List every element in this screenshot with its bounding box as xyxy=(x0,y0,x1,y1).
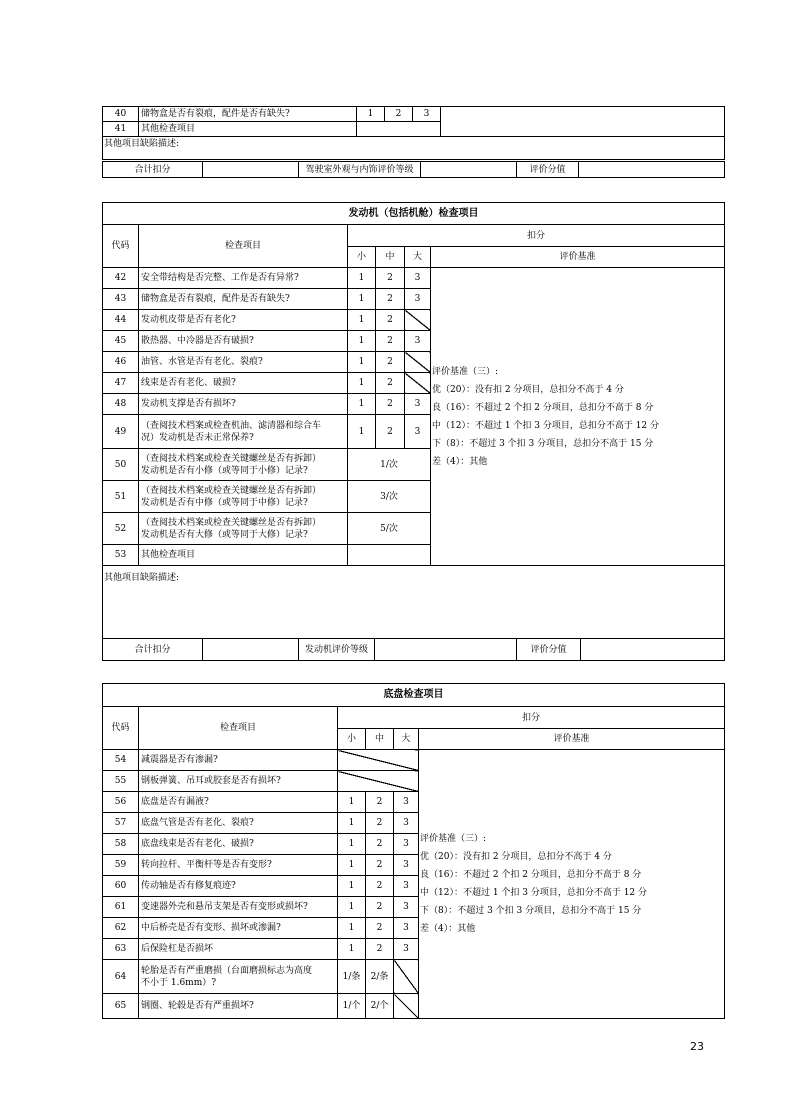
row-item: 传动轴是否有修复痕迹? xyxy=(139,876,338,897)
row-code: 54 xyxy=(103,750,139,771)
total-deduction-label: 合计扣分 xyxy=(103,162,203,178)
row-code: 47 xyxy=(103,373,139,394)
deduct-large: 3 xyxy=(394,897,419,918)
deduct-large: 3 xyxy=(394,918,419,939)
deduct-small: 1 xyxy=(348,310,376,331)
deduct-small: 1 xyxy=(348,352,376,373)
row-item: 钢圈、轮毂是否有严重损坏? xyxy=(139,994,338,1019)
deduct-medium: 2 xyxy=(376,373,405,394)
deduct-large: 3 xyxy=(405,394,431,415)
deduct-medium: 2 xyxy=(366,792,394,813)
defect-description-label: 其他项目缺陷描述: xyxy=(103,566,725,639)
grade-label: 驾驶室外观与内饰评价等级 xyxy=(299,162,421,178)
interior-table-continued xyxy=(102,106,725,160)
row-code: 40 xyxy=(103,107,139,122)
deduct-small: 1 xyxy=(348,268,376,289)
deduct-medium: 2 xyxy=(366,855,394,876)
grade-value xyxy=(375,639,517,661)
deduct-cell xyxy=(357,122,441,137)
na-cell xyxy=(394,960,419,994)
criteria-line: 优（20）：没有扣 2 分项目，总扣分不高于 4 分 xyxy=(420,852,612,862)
deduct-small: 1/条 xyxy=(338,960,366,994)
criteria-text xyxy=(431,268,725,566)
table-row xyxy=(103,268,725,289)
row-code: 43 xyxy=(103,289,139,310)
deduct-medium: 2 xyxy=(366,897,394,918)
deduct-small: 1/个 xyxy=(338,994,366,1019)
deduct-medium: 2 xyxy=(376,268,405,289)
deduct-per-time: 5/次 xyxy=(348,513,431,545)
header-large: 大 xyxy=(405,247,431,268)
row-code: 62 xyxy=(103,918,139,939)
header-criteria: 评价基准 xyxy=(431,247,725,268)
row-item: 变速器外壳和悬吊支架是否有变形或损坏? xyxy=(139,897,338,918)
deduct-small: 1 xyxy=(357,107,385,122)
row-code: 53 xyxy=(103,545,139,566)
header-code: 代码 xyxy=(103,225,139,268)
row-item: （查阅技术档案或检查关键螺丝是否有拆卸） 发动机是否有大修（或等同于大修）记录? xyxy=(139,513,348,545)
criteria-line: 优（20）：没有扣 2 分项目，总扣分不高于 4 分 xyxy=(432,384,624,395)
deduct-medium: 2 xyxy=(366,813,394,834)
criteria-line: 下（8）：不超过 3 个扣 3 分项目，总扣分不高于 15 分 xyxy=(420,906,642,916)
row-item: 其他检查项目 xyxy=(139,122,357,137)
row-item: 后保险杠是否损坏 xyxy=(139,939,338,960)
row-item: 油管、水管是否有老化、裂痕? xyxy=(139,352,348,373)
deduct-large: 3 xyxy=(394,855,419,876)
total-deduction-value xyxy=(203,162,299,178)
grade-value xyxy=(421,162,517,178)
deduct-small: 1 xyxy=(338,897,366,918)
row-item: 底盘是否有漏液? xyxy=(139,792,338,813)
criteria-line: 下（8）：不超过 3 个扣 3 分项目，总扣分不高于 15 分 xyxy=(432,438,654,449)
section-title: 底盘检查项目 xyxy=(103,684,725,707)
table-row xyxy=(103,107,725,122)
deduct-small: 1 xyxy=(348,289,376,310)
row-item: 底盘气管是否有老化、裂痕? xyxy=(139,813,338,834)
row-item: 发动机皮带是否有老化? xyxy=(139,310,348,331)
row-code: 56 xyxy=(103,792,139,813)
deduct-small: 1 xyxy=(338,918,366,939)
header-medium: 中 xyxy=(376,247,405,268)
row-code: 49 xyxy=(103,415,139,449)
header-large: 大 xyxy=(394,729,419,750)
total-deduction-value xyxy=(203,639,299,661)
deduct-small: 1 xyxy=(348,331,376,352)
deduct-per-time: 3/次 xyxy=(348,481,431,513)
score-label: 评价分值 xyxy=(517,162,579,178)
criteria-line: 良（16）：不超过 2 个扣 2 分项目，总扣分不高于 8 分 xyxy=(420,870,642,880)
table-row xyxy=(103,750,725,771)
deduct-medium: 2/个 xyxy=(366,994,394,1019)
header-medium: 中 xyxy=(366,729,394,750)
criteria-line: 中（12）：不超过 1 个扣 3 分项目，总扣分不高于 12 分 xyxy=(432,420,660,431)
header-item: 检查项目 xyxy=(139,707,338,750)
row-item: 安全带结构是否完整、工作是否有异常? xyxy=(139,268,348,289)
deduct-medium: 2 xyxy=(385,107,413,122)
row-code: 51 xyxy=(103,481,139,513)
deduct-medium: 2 xyxy=(376,331,405,352)
row-code: 59 xyxy=(103,855,139,876)
row-code: 63 xyxy=(103,939,139,960)
row-code: 50 xyxy=(103,449,139,481)
deduct-large: 3 xyxy=(405,289,431,310)
deduct-medium: 2 xyxy=(366,876,394,897)
na-cell xyxy=(405,310,431,331)
deduct-large: 3 xyxy=(394,813,419,834)
criteria-line: 差（4）：其他 xyxy=(432,456,488,467)
row-item: （查阅技术档案或检查机油、滤清器和综合车 况）发动机是否未正常保养? xyxy=(139,415,348,449)
deduct-small: 1 xyxy=(338,939,366,960)
engine-table xyxy=(102,202,725,639)
deduct-medium: 2 xyxy=(376,310,405,331)
header-code: 代码 xyxy=(103,707,139,750)
header-small: 小 xyxy=(338,729,366,750)
deduct-large: 3 xyxy=(394,876,419,897)
deduct-per-time: 1/次 xyxy=(348,449,431,481)
row-item: 储物盒是否有裂痕，配件是否有缺失? xyxy=(139,107,357,122)
deduct-large: 3 xyxy=(394,939,419,960)
header-item: 检查项目 xyxy=(139,225,348,268)
defect-description-label: 其他项目缺陷描述: xyxy=(103,137,725,160)
criteria-line: 差（4）：其他 xyxy=(420,924,476,934)
row-item: 减震器是否有渗漏? xyxy=(139,750,338,771)
criteria-text xyxy=(419,750,725,1019)
criteria-line: 评价基准（三）: xyxy=(432,366,499,377)
row-code: 44 xyxy=(103,310,139,331)
row-code: 46 xyxy=(103,352,139,373)
na-cell xyxy=(338,750,419,771)
row-item: 储物盒是否有裂痕，配件是否有缺失? xyxy=(139,289,348,310)
header-small: 小 xyxy=(348,247,376,268)
deduct-small: 1 xyxy=(338,834,366,855)
deduct-cell xyxy=(348,545,431,566)
engine-summary xyxy=(102,638,725,661)
row-item: 轮胎是否有严重磨损（台面磨损标志为高度 不小于 1.6mm）? xyxy=(139,960,338,994)
deduct-medium: 2 xyxy=(366,939,394,960)
row-code: 61 xyxy=(103,897,139,918)
row-item: 其他检查项目 xyxy=(139,545,348,566)
deduct-medium: 2/条 xyxy=(366,960,394,994)
criteria-cell xyxy=(441,107,725,137)
row-code: 48 xyxy=(103,394,139,415)
deduct-large: 3 xyxy=(405,268,431,289)
deduct-large: 3 xyxy=(394,792,419,813)
deduct-medium: 2 xyxy=(376,352,405,373)
row-item: 线束是否有老化、破损? xyxy=(139,373,348,394)
row-code: 52 xyxy=(103,513,139,545)
row-code: 64 xyxy=(103,960,139,994)
deduct-small: 1 xyxy=(338,813,366,834)
row-code: 55 xyxy=(103,771,139,792)
criteria-line: 良（16）：不超过 2 个扣 2 分项目，总扣分不高于 8 分 xyxy=(432,402,654,413)
deduct-large: 3 xyxy=(394,834,419,855)
deduct-small: 1 xyxy=(348,415,376,449)
deduct-small: 1 xyxy=(338,855,366,876)
row-item: （查阅技术档案或检查关键螺丝是否有拆卸） 发动机是否有中修（或等同于中修）记录? xyxy=(139,481,348,513)
criteria-line: 中（12）：不超过 1 个扣 3 分项目，总扣分不高于 12 分 xyxy=(420,888,648,898)
row-item: 底盘线束是否有老化、破损? xyxy=(139,834,338,855)
score-value xyxy=(581,639,725,661)
row-item: 钢板弹簧、吊耳或胶套是否有损坏? xyxy=(139,771,338,792)
criteria-line: 评价基准（三）: xyxy=(420,834,487,844)
row-item: 发动机支撑是否有损坏? xyxy=(139,394,348,415)
chassis-table xyxy=(102,683,725,1019)
score-label: 评价分值 xyxy=(517,639,581,661)
deduct-large: 3 xyxy=(413,107,441,122)
na-cell xyxy=(394,994,419,1019)
deduct-medium: 2 xyxy=(376,394,405,415)
na-cell xyxy=(338,771,419,792)
deduct-medium: 2 xyxy=(376,289,405,310)
page-number: 23 xyxy=(690,1040,704,1053)
score-value xyxy=(579,162,725,178)
row-code: 58 xyxy=(103,834,139,855)
row-item: 散热器、中冷器是否有破损? xyxy=(139,331,348,352)
deduct-medium: 2 xyxy=(366,834,394,855)
row-item: 转向拉杆、平衡杆等是否有变形? xyxy=(139,855,338,876)
na-cell xyxy=(405,352,431,373)
deduct-small: 1 xyxy=(338,792,366,813)
deduct-medium: 2 xyxy=(366,918,394,939)
row-item: （查阅技术档案或检查关键螺丝是否有拆卸） 发动机是否有小修（或等同于小修）记录? xyxy=(139,449,348,481)
na-cell xyxy=(405,373,431,394)
row-item: 中后桥壳是否有变形、损坏或渗漏? xyxy=(139,918,338,939)
row-code: 65 xyxy=(103,994,139,1019)
deduct-large: 3 xyxy=(405,415,431,449)
interior-summary xyxy=(102,161,725,178)
header-deduct: 扣分 xyxy=(338,707,725,729)
row-code: 42 xyxy=(103,268,139,289)
total-deduction-label: 合计扣分 xyxy=(103,639,203,661)
header-criteria: 评价基准 xyxy=(419,729,725,750)
deduct-medium: 2 xyxy=(376,415,405,449)
deduct-small: 1 xyxy=(338,876,366,897)
deduct-large: 3 xyxy=(405,331,431,352)
header-deduct: 扣分 xyxy=(348,225,725,247)
row-code: 45 xyxy=(103,331,139,352)
row-code: 60 xyxy=(103,876,139,897)
defect-description-row xyxy=(103,137,725,160)
row-code: 57 xyxy=(103,813,139,834)
defect-description-row xyxy=(103,566,725,639)
deduct-small: 1 xyxy=(348,373,376,394)
section-title: 发动机（包括机舱）检查项目 xyxy=(103,203,725,225)
grade-label: 发动机评价等级 xyxy=(299,639,375,661)
row-code: 41 xyxy=(103,122,139,137)
deduct-small: 1 xyxy=(348,394,376,415)
